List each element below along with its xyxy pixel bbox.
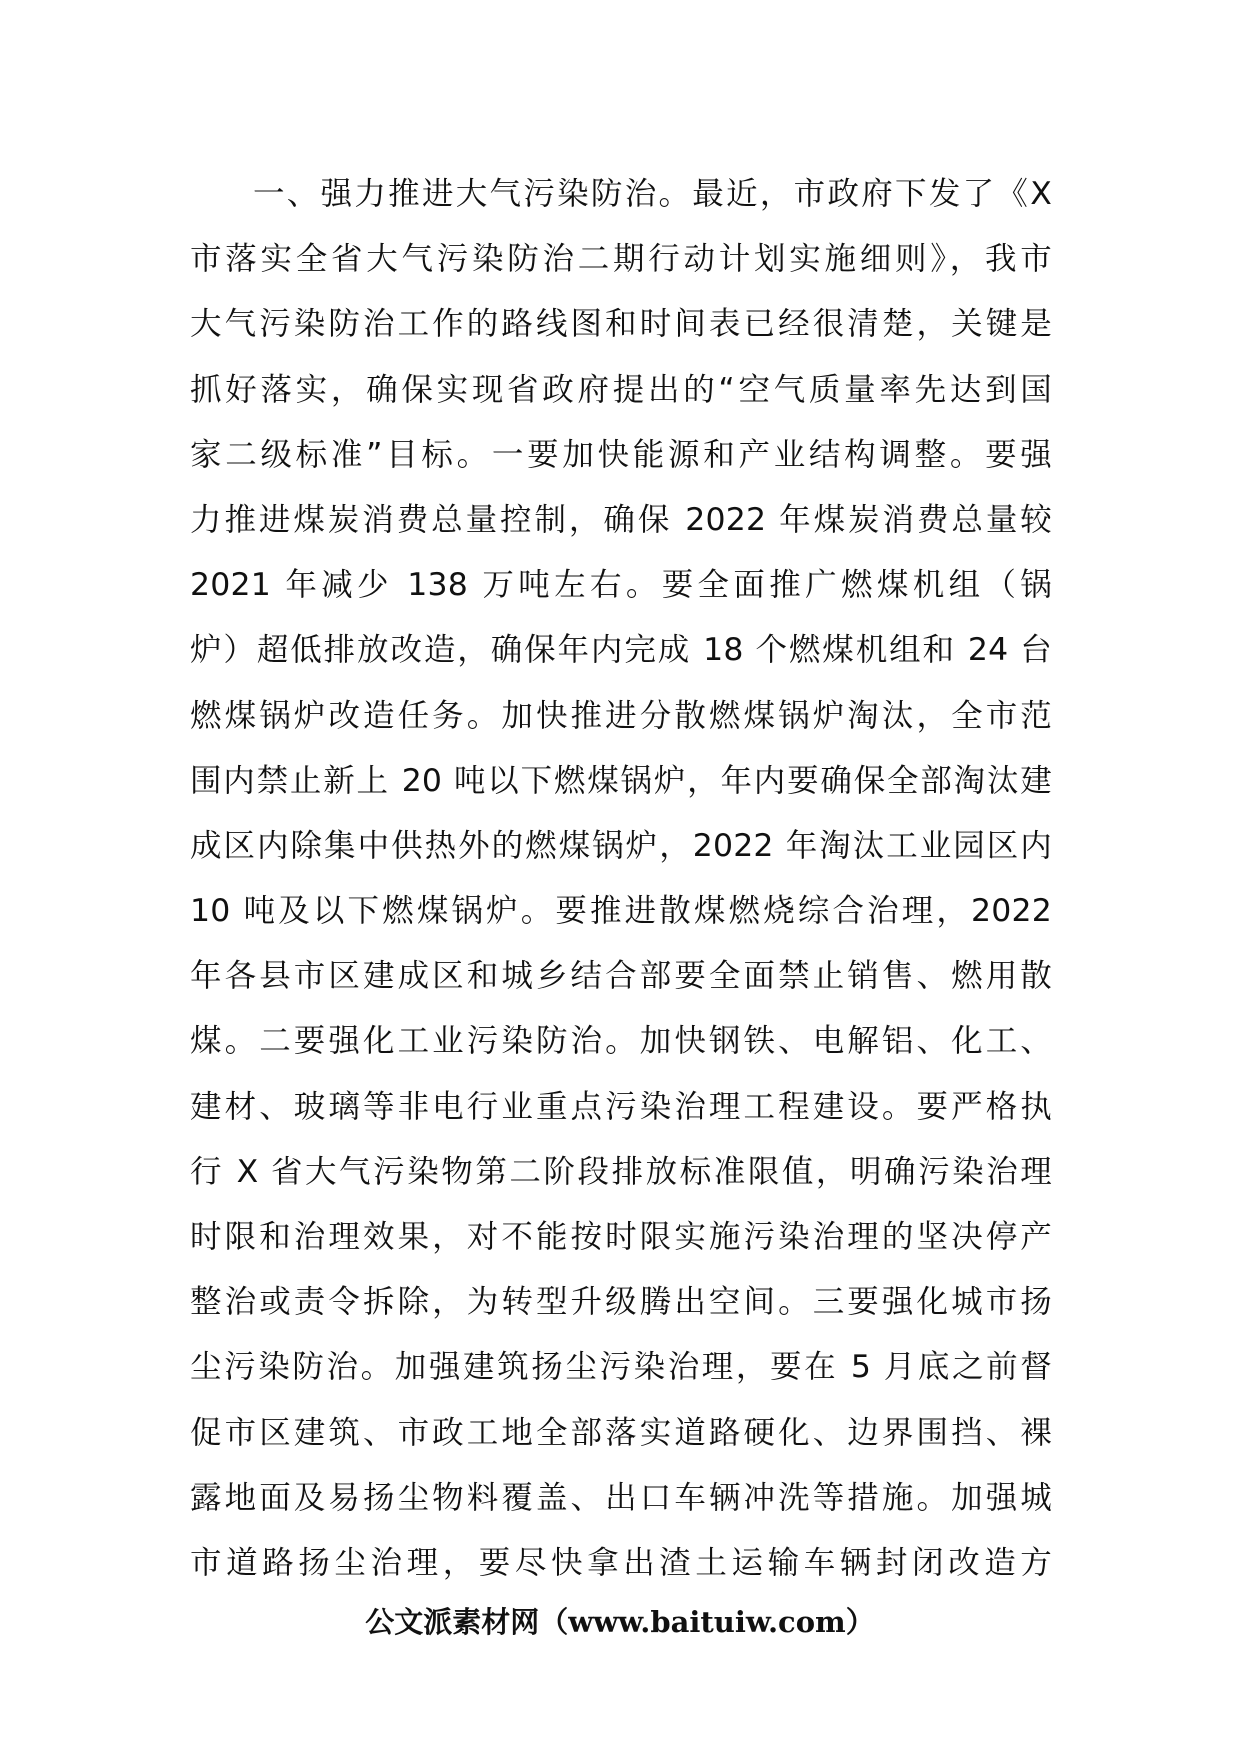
page-footer-watermark: 公文派素材网（www.baituiw.com） — [365, 1605, 875, 1639]
paragraph-line: 力推进煤炭消费总量控制，确保 2022 年煤炭消费总量较 — [190, 501, 1052, 538]
paragraph-line: 市道路扬尘治理，要尽快拿出渣土运输车辆封闭改造方 — [190, 1544, 1052, 1581]
paragraph-line: 10 吨及以下燃煤锅炉。要推进散煤燃烧综合治理，2022 — [190, 893, 1052, 930]
paragraph-line: 2021 年减少 138 万吨左右。要全面推广燃煤机组（锅 — [190, 567, 1052, 604]
paragraph-line: 露地面及易扬尘物料覆盖、出口车辆冲洗等措施。加强城 — [190, 1479, 1052, 1516]
paragraph-line: 炉）超低排放改造，确保年内完成 18 个燃煤机组和 24 台 — [190, 632, 1052, 669]
document-body — [190, 162, 1052, 1596]
paragraph-line: 大气污染防治工作的路线图和时间表已经很清楚，关键是 — [190, 306, 1052, 343]
paragraph-line: 成区内除集中供热外的燃煤锅炉，2022 年淘汰工业园区内 — [190, 827, 1052, 864]
paragraph-line: 年各县市区建成区和城乡结合部要全面禁止销售、燃用散 — [190, 958, 1052, 995]
paragraph-line: 家二级标准”目标。一要加快能源和产业结构调整。要强 — [190, 436, 1052, 473]
paragraph-line: 燃煤锅炉改造任务。加快推进分散燃煤锅炉淘汰，全市范 — [190, 697, 1052, 734]
paragraph-line: 建材、玻璃等非电行业重点污染治理工程建设。要严格执 — [190, 1088, 1052, 1125]
paragraph-line: 煤。二要强化工业污染防治。加快钢铁、电解铝、化工、 — [190, 1023, 1052, 1060]
paragraph-line: 尘污染防治。加强建筑扬尘污染治理，要在 5 月底之前督 — [190, 1349, 1052, 1386]
paragraph-line: 一、强力推进大气污染防治。最近，市政府下发了《X — [253, 176, 1052, 212]
paragraph-line: 时限和治理效果，对不能按时限实施污染治理的坚决停产 — [190, 1219, 1052, 1255]
paragraph-line: 抓好落实，确保实现省政府提出的“空气质量率先达到国 — [190, 371, 1052, 408]
paragraph-line: 行 X 省大气污染物第二阶段排放标准限值，明确污染治理 — [190, 1153, 1052, 1190]
paragraph-line: 促市区建筑、市政工地全部落实道路硬化、边界围挡、裸 — [190, 1414, 1052, 1451]
paragraph-line: 围内禁止新上 20 吨以下燃煤锅炉，年内要确保全部淘汰建 — [190, 762, 1052, 799]
paragraph-line: 整治或责令拆除，为转型升级腾出空间。三要强化城市扬 — [190, 1284, 1052, 1321]
paragraph-line: 市落实全省大气污染防治二期行动计划实施细则》，我市 — [190, 241, 1052, 278]
